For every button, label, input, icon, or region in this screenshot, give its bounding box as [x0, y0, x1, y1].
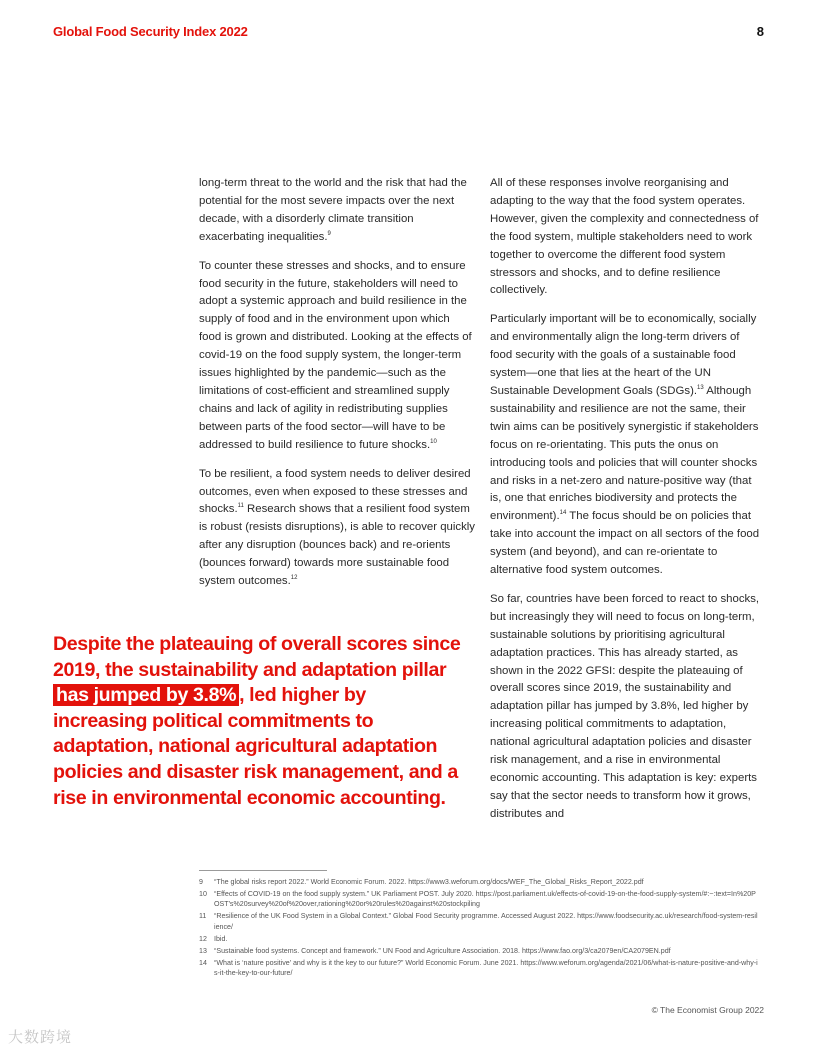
page-number: 8	[756, 24, 764, 39]
paragraph: All of these responses involve reorganising and adapting to the way that the food system operates. However, given the complexity and connectedness of the food system, multiple stakeholders need to work together to overcome the different food system stressors and shocks, and to define resilience collectively.	[490, 177, 759, 297]
footnote-ref[interactable]: 10	[430, 438, 437, 445]
paragraph: To be resilient, a food system needs to deliver desired outcomes, even when exposed to these stresses and shocks.$^{11}$ Research shows that a resilient food system is robust (resists disruptions), is able to recover quickly after any disruption (bounces back) and re-orients (bounces forward) towards more sustainable food system outcomes.$^{12}$	[199, 467, 476, 588]
footnote: 10 “Effects of COVID-19 on the food supply system.” UK Parliament POST. July 2020. https://post.parliament.uk/effects-of-covid-19-on-the-food-supply-system/#:~:text=In%20POST's%20survey%20of%20over,rationing%20or%20rules%20against%20stockpiling	[199, 890, 756, 909]
footnote: 14 “What is ‘nature positive’ and why is it the key to our future?” World Economic Forum. June 2021. https://www.weforum.org/agenda/2021/06/what-is-nature-positive-and-why-is-it-the-key-to-our-future/	[199, 958, 758, 978]
pull-quote-highlight: has jumped by 3.8%	[53, 684, 239, 706]
paragraph: Particularly important will be to economically, socially and environmentally align the long-term drivers of food security with the goals of a sustainable food system—one that lies at the heart of the UN Sustainable Development Goals (SDGs).$^{13}$ Although sustainability and resilience are not the same, their twin aims can be positively synergistic if stakeholders focus on re-orientating. This puts the onus on introducing tools and policies that will counter shocks and risks in a net-zero and nature-positive way (that is, one that enriches biodiversity and protects the environment).$^{14}$ The focus should be on policies that take into account the impact on all sectors of the food system (and beyond), and can re-orientate to alternative food system outcomes.	[490, 313, 760, 577]
footnote-ref[interactable]: 13	[697, 385, 704, 392]
right-text-column	[490, 175, 762, 835]
footnote: 9 “The global risks report 2022.” World Economic Forum. 2022. https://www3.weforum.org/docs/WEF_The_Global_Risks_Report_2022.pdf	[199, 878, 644, 886]
footnotes	[199, 877, 759, 980]
paragraph: To counter these stresses and shocks, and to ensure food security in the future, stakeholders will need to adopt a systemic approach and build resilience in the supply of food and in the environment upon which food is grown and distributed. Looking at the effects of covid-19 on the food supply system, the longer-term issues highlighted by the pandemic—such as the limitations of cost-efficient and streamlined supply chains and lack of agility in redistributing supplies between parts of the food sector—will have to be addressed to build resilience to future shocks.$^{10}$	[199, 259, 472, 451]
document-title: Global Food Security Index 2022	[53, 24, 248, 39]
footnote-ref[interactable]: 11	[237, 503, 244, 510]
footnote-ref[interactable]: 14	[559, 510, 567, 517]
copyright: © The Economist Group 2022	[651, 1005, 764, 1015]
paragraph: So far, countries have been forced to react to shocks, but increasingly they will need to focus on long-term, sustainable solutions by prioritising agricultural adaptation practices. This has already started, as shown in the 2022 GFSI: despite the plateauing of overall scores since 2019, the sustainability and adaptation pillar has jumped by 3.8%, led higher by increasing political commitments to adaptation, national agricultural adaptation policies and disaster risk management, and a rise in environmental economic accounting. This adaptation is key: experts say that the sector needs to transform how it grows, distributes and	[490, 592, 760, 820]
paragraph: long-term threat to the world and the risk that had the potential for the most severe impacts over the next decade, with a disorderly climate transition exacerbating inequalities.$^9$	[199, 177, 467, 243]
pull-quote: Despite the plateauing of overall scores since 2019, the sustainability and adaptation pillar has jumped by 3.8% , led higher by increasing political commitments to adaptation, national agricultural adaptation policies and disaster risk management, and a rise in environmental economic accounting.	[53, 633, 461, 809]
footnote: 12 Ibid.	[199, 934, 228, 943]
footnote: 11 “Resilience of the UK Food System in a Global Context.” Global Food Security programme. Accessed August 2022. https://www.foodsecurity.ac.uk/research/food-system-resilience/	[199, 912, 758, 931]
footnote: 13 “Sustainable food systems. Concept and framework.” UN Food and Agriculture Association. 2018. https://www.fao.org/3/ca2079en/CA2079EN.pdf	[199, 946, 671, 955]
footnote-ref[interactable]: 9	[327, 230, 331, 237]
left-text-column	[199, 175, 475, 602]
watermark: 大数跨境	[8, 1028, 73, 1046]
footnote-divider	[199, 870, 327, 871]
footnote-ref[interactable]: 12	[290, 575, 298, 582]
